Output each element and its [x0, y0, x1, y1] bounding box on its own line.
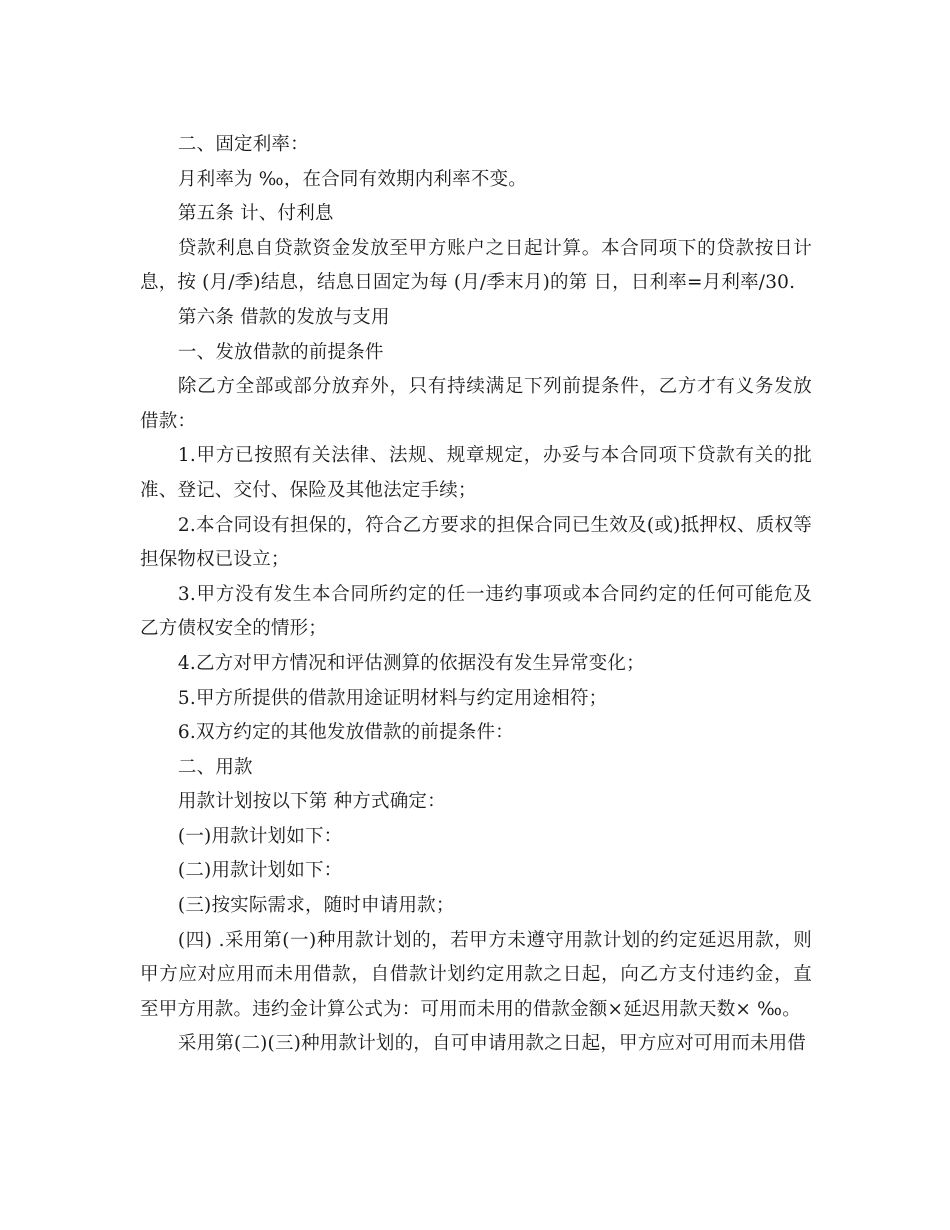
list-item: (四) .采用第(一)种用款计划的，若甲方未遵守用款计划的约定延迟用款，则甲方应对应用而未用借款，自借款计划约定用款之日起，向乙方支付违约金，直至甲方用款。违约金计算公式为：可用而未用的借款金额×延迟用款天数× ‰。 [140, 929, 812, 1020]
paragraph: 除乙方全部或部分放弃外，只有持续满足下列前提条件，乙方才有义务发放借款： [140, 376, 812, 432]
list-item: 3.甲方没有发生本合同所约定的任一违约事项或本合同约定的任何可能危及乙方债权安全的情形； [140, 583, 812, 640]
article-heading: 第五条 计、付利息 [177, 203, 334, 225]
section-heading: 二、用款 [177, 756, 253, 778]
list-item: 5.甲方所提供的借款用途证明材料与约定用途相符； [177, 687, 608, 709]
list-item: 6.双方约定的其他发放借款的前提条件： [177, 722, 514, 744]
paragraph: 贷款利息自贷款资金发放至甲方账户之日起计算。本合同项下的贷款按日计息，按 (月/季)结息，结息日固定为每 (月/季末月)的第 日，日利率=月利率/30. [140, 237, 812, 294]
paragraph: 采用第(二)(三)种用款计划的，自可申请用款之日起，甲方应对可用而未用借 [177, 1033, 806, 1055]
paragraph: 用款计划按以下第 种方式确定： [177, 791, 446, 813]
list-item: 1.甲方已按照有关法律、法规、规章规定，办妥与本合同项下贷款有关的批准、登记、交付、保险及其他法定手续； [140, 445, 812, 501]
document-body [140, 128, 812, 1062]
paragraph: 月利率为 ‰，在合同有效期内利率不变。 [177, 168, 527, 190]
article-heading: 第六条 借款的发放与支用 [177, 306, 390, 328]
list-item: (三)按实际需求，随时申请用款； [177, 895, 455, 917]
section-heading: 二、固定利率： [177, 134, 309, 155]
list-item: (一)用款计划如下： [177, 825, 343, 847]
list-item: 4.乙方对甲方情况和评估测算的依据没有发生异常变化； [177, 652, 645, 674]
list-item: (二)用款计划如下： [177, 860, 343, 882]
list-item: 2.本合同设有担保的，符合乙方要求的担保合同已生效及(或)抵押权、质权等担保物权已设立； [140, 514, 812, 571]
section-heading: 一、发放借款的前提条件 [177, 341, 384, 363]
